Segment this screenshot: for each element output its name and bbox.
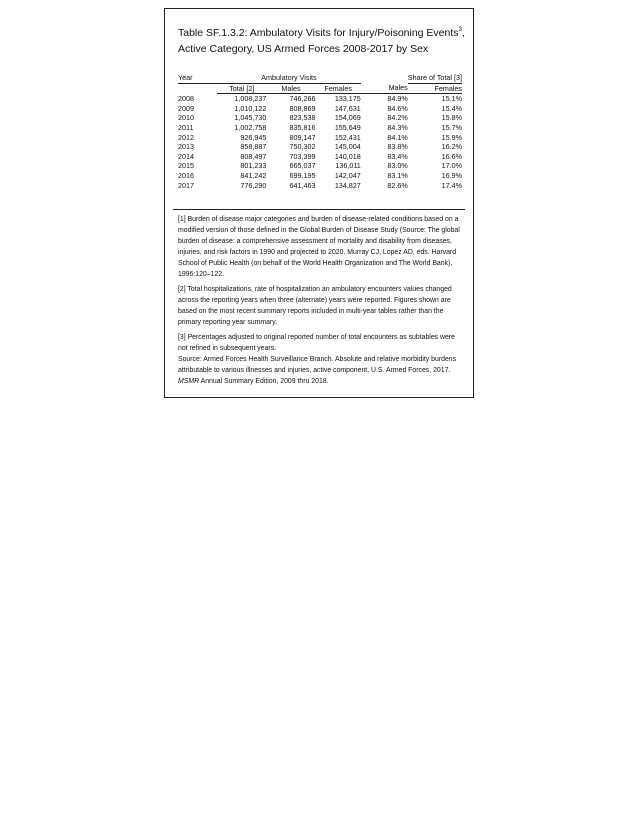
males-cell: 746,266 (289, 94, 316, 104)
males-cell: 808,869 (289, 103, 316, 113)
table-row (178, 142, 462, 152)
females-cell: 147,631 (334, 103, 361, 113)
females-cell: 134,827 (334, 180, 361, 190)
females-cell: 133,175 (334, 94, 361, 104)
title-line-2: Active Category, US Armed Forces 2008-2017 by Sex (178, 43, 429, 55)
males-cell: 750,302 (289, 142, 316, 152)
visits-table (178, 73, 462, 190)
share-males-cell: 84.6% (387, 103, 408, 113)
year-cell: 2008 (178, 93, 194, 103)
year-cell: 2015 (178, 161, 194, 171)
year-cell: 2012 (178, 132, 194, 142)
title-line-1: Table SF.1.3.2: Ambulatory Visits for Injury/Poisoning Events (178, 27, 459, 39)
share-females-cell: 16.9% (441, 170, 462, 180)
footnote-3: [3] Percentages adjusted to original reported number of total encounters as subtables were not refined in subsequent years. (178, 334, 455, 352)
year-cell: 2017 (178, 180, 194, 190)
females-cell: 152,431 (334, 132, 361, 142)
table-title (178, 22, 468, 57)
table-row (178, 94, 462, 104)
total-cell: 1,008,237 (234, 94, 267, 104)
ambulatory-visits-header: Ambulatory Visits (217, 73, 361, 83)
males-cell: 835,816 (289, 122, 316, 132)
title-footnote-marker: 3 (458, 27, 462, 33)
share-females-cell: 15.7% (441, 122, 462, 132)
females-cell: 140,018 (334, 151, 361, 161)
total-cell: 776,290 (240, 180, 267, 190)
source-text: Source: Armed Forces Health Surveillance Branch. Absolute and relative morbidity burdens attributable to various illnesses and injuries, active component, U.S. Armed Forces, 2017. (178, 356, 457, 374)
year-cell: 2016 (178, 170, 194, 180)
share-males-cell: 84.2% (387, 113, 408, 123)
year-header: Year (178, 73, 217, 83)
total-cell: 1,002,758 (234, 122, 267, 132)
males-header: Males (266, 83, 315, 94)
share-of-total-header: Share of Total [3] (407, 73, 462, 82)
table-row (178, 133, 462, 143)
footnotes (178, 214, 464, 387)
total-cell: 1,045,730 (234, 113, 267, 123)
share-males-cell: 82.6% (387, 180, 408, 190)
share-females-cell: 17.0% (441, 161, 462, 171)
males-cell: 641,463 (289, 180, 316, 190)
table-row (178, 181, 462, 191)
share-males-cell: 83.1% (387, 170, 408, 180)
males-cell: 823,538 (289, 113, 316, 123)
males-cell: 703,399 (289, 151, 316, 161)
total-cell: 1,010,122 (234, 103, 267, 113)
table-row (178, 104, 462, 114)
total-cell: 808,497 (240, 151, 267, 161)
year-cell: 2009 (178, 103, 194, 113)
share-females-header: Females (408, 83, 462, 94)
table-row (178, 113, 462, 123)
males-cell: 809,147 (289, 132, 316, 142)
total-cell: 801,233 (240, 161, 267, 171)
source-note (178, 354, 464, 387)
share-males-cell: 83.4% (387, 151, 408, 161)
year-cell: 2014 (178, 151, 194, 161)
share-females-cell: 15.1% (441, 94, 462, 104)
source-journal: MSMR (178, 378, 200, 385)
total-header: Total [2] (217, 83, 266, 94)
sub-header-row (178, 83, 462, 94)
table-row (178, 152, 462, 162)
total-cell: 858,887 (240, 142, 267, 152)
table-row (178, 171, 462, 181)
females-cell: 145,004 (334, 142, 361, 152)
footnote-2: [2] Total hospitalizations, rate of hospitalization an ambulatory encounters values changed across the reporting years when three (alternate) years were reported. Figures shown are based on the most recent summary reports included in multi-year tables rather than the primary reporting year summary. (178, 286, 452, 326)
females-header: Females (316, 83, 361, 94)
share-males-cell: 83.0% (387, 161, 408, 171)
females-cell: 136,011 (335, 161, 361, 171)
total-cell: 926,945 (240, 132, 267, 142)
share-females-cell: 16.6% (441, 151, 462, 161)
table-row (178, 161, 462, 171)
total-cell: 841,242 (240, 170, 267, 180)
share-females-cell: 15.4% (441, 103, 462, 113)
females-cell: 154,069 (334, 113, 361, 123)
share-females-cell: 17.4% (441, 180, 462, 190)
group-header-row (178, 73, 462, 83)
notes-divider (173, 209, 465, 210)
title-line-1-end: , (461, 27, 465, 39)
year-cell: 2011 (178, 122, 194, 132)
year-cell: 2013 (178, 142, 194, 152)
share-males-cell: 83.8% (387, 142, 408, 152)
table-frame (164, 8, 474, 398)
share-males-header: Males (361, 83, 408, 94)
footnote-1: [1] Burden of disease major categories and burden of disease-related conditions based on a modified version of those defined in the Global Burden of Disease Study (Source: The global burden of disease: a comprehensive assessment of mortality and disability from diseases, injuries, and risk factors in 1990 and projected to 2020. Murray CJ, Lopez AD, eds. Harvard School of Public Health (on behalf of the World Health Organization and The World Bank), 1996:120–122. (178, 216, 460, 278)
share-females-cell: 15.9% (441, 132, 462, 142)
males-cell: 665,037 (289, 161, 316, 171)
share-males-cell: 84.9% (387, 94, 408, 104)
table-row (178, 123, 462, 133)
year-cell: 2010 (178, 113, 194, 123)
share-males-cell: 84.3% (387, 122, 408, 132)
source-text-end: Annual Summary Edition, 2009 thru 2018. (199, 378, 329, 385)
share-males-cell: 84.1% (387, 132, 408, 142)
females-cell: 155,649 (334, 122, 361, 132)
share-females-cell: 15.8% (441, 113, 462, 123)
share-females-cell: 16.2% (441, 142, 462, 152)
females-cell: 142,047 (334, 170, 361, 180)
males-cell: 699,195 (289, 170, 316, 180)
